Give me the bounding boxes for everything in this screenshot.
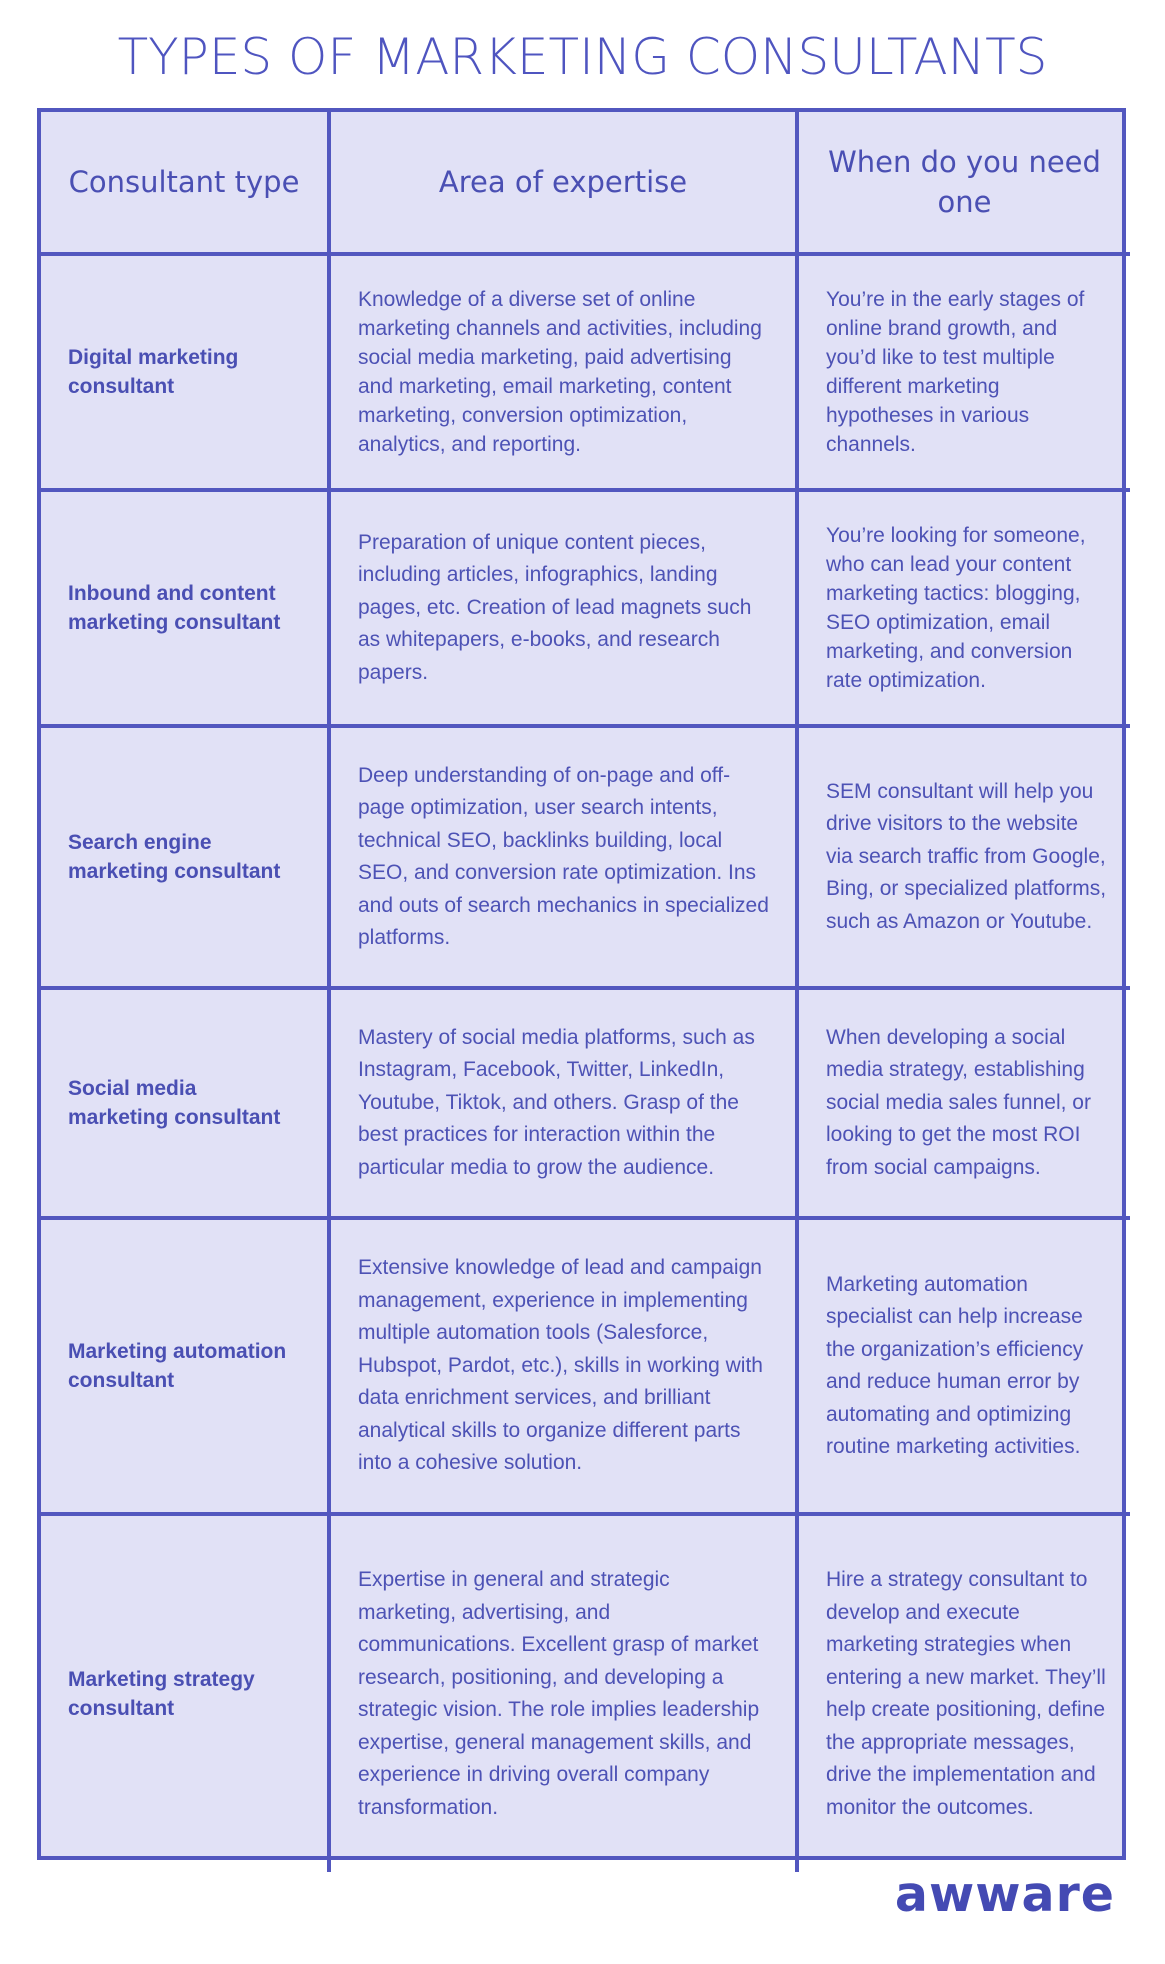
column-header-consultant-type: Consultant type [41,112,329,254]
when-needed-cell: SEM consultant will help you drive visitors to the website via search traffic from Google, Bing, or specialized platforms, such as Amazon or Youtube. [797,726,1130,988]
consultant-type-cell: Marketing strategy consultant [41,1514,329,1872]
expertise-cell: Extensive knowledge of lead and campaign management, experience in implementing multiple automation tools (Salesforce, Hubspot, Pardot, etc.), skills in working with data enrichment services, and brilliant analytical skills to organize different parts into a cohesive solution. [329,1218,797,1514]
table-row [41,1514,1130,1872]
table-row [41,726,1130,988]
consultant-type-cell: Inbound and content marketing consultant [41,490,329,726]
expertise-cell: Deep understanding of on-page and off-page optimization, user search intents, technical SEO, backlinks building, local SEO, and conversion rate optimization. Ins and outs of search mechanics in specialized platforms. [329,726,797,988]
when-needed-cell: When developing a social media strategy, establishing social media sales funnel, or looking to get the most ROI from social campaigns. [797,988,1130,1218]
when-needed-cell: You’re looking for someone, who can lead your content marketing tactics: blogging, SEO optimization, email marketing, and conversion rate optimization. [797,490,1130,726]
when-needed-cell: Marketing automation specialist can help increase the organization’s efficiency and reduce human error by automating and optimizing routine marketing activities. [797,1218,1130,1514]
table-row [41,988,1130,1218]
table-header-row [41,112,1130,254]
table-row [41,254,1130,490]
expertise-cell: Preparation of unique content pieces, including articles, infographics, landing pages, etc. Creation of lead magnets such as whitepapers, e-books, and research papers. [329,490,797,726]
table-row [41,490,1130,726]
column-header-area-of-expertise: Area of expertise [329,112,797,254]
consultant-types-table [37,108,1126,1860]
consultant-type-cell: Marketing automation consultant [41,1218,329,1514]
expertise-cell: Mastery of social media platforms, such as Instagram, Facebook, Twitter, LinkedIn, Youtube, Tiktok, and others. Grasp of the best practices for interaction within the particular media to grow the audience. [329,988,797,1218]
expertise-cell: Expertise in general and strategic marketing, advertising, and communications. Excellent grasp of market research, positioning, and developing a strategic vision. The role implies leadership expertise, general management skills, and experience in driving overall company transformation. [329,1514,797,1872]
when-needed-cell: You’re in the early stages of online brand growth, and you’d like to test multiple different marketing hypotheses in various channels. [797,254,1130,490]
consultant-type-cell: Search engine marketing consultant [41,726,329,988]
expertise-cell: Knowledge of a diverse set of online marketing channels and activities, including social media marketing, paid advertising and marketing, email marketing, content marketing, conversion optimization, analytics, and reporting. [329,254,797,490]
table-row [41,1218,1130,1514]
awware-logo[interactable]: awware [894,1866,1115,1923]
column-header-when-needed: When do you need one [797,112,1130,254]
consultant-type-cell: Digital marketing consultant [41,254,329,490]
consultant-type-cell: Social media marketing consultant [41,988,329,1218]
when-needed-cell: Hire a strategy consultant to develop and execute marketing strategies when entering a new market. They’ll help create positioning, define the appropriate messages, drive the implementation and monitor the outcomes. [797,1514,1130,1872]
page-title: TYPES OF MARKETING CONSULTANTS [117,28,1048,86]
